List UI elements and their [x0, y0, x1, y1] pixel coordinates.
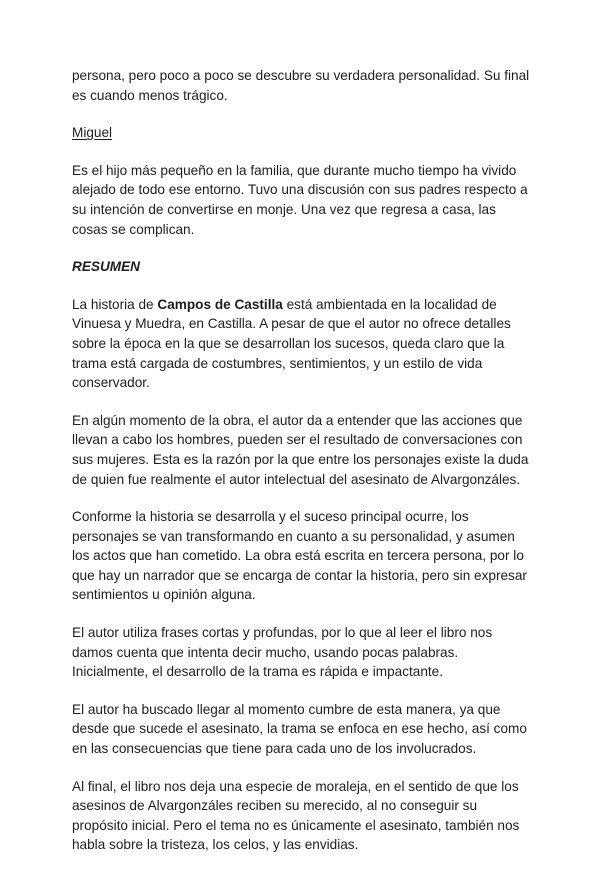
- paragraph-personajes: Conforme la historia se desarrolla y el suceso principal ocurre, los personajes se van transformando en cuanto a su personalidad, y asumen los actos que han cometido. La obra está escrita en tercera persona, por lo que hay un narrador que se encarga de contar la historia, pero sin expresar sentimientos u opinión alguna.: [72, 509, 527, 603]
- paragraph-historia-start: La historia de: [72, 296, 158, 312]
- paragraph-miguel: Es el hijo más pequeño en la familia, que durante mucho tiempo ha vivido alejado de todo ese entorno. Tuvo una discusión con sus padres respecto a su intención de convertirse en monje. Una vez que regresa a casa, las cosas se complican.: [72, 162, 528, 237]
- paragraph-acciones: En algún momento de la obra, el autor da a entender que las acciones que llevan a cabo los hombres, pueden ser el resultado de conversaciones con sus mujeres. Esta es la razón por la que entre los personajes existe la duda de quien fue realmente el autor intelectual del asesinato de Alvargonzáles.: [72, 412, 529, 487]
- document-page: [72, 66, 534, 873]
- section-heading-resumen: RESUMEN: [72, 259, 140, 275]
- paragraph-frases: El autor utiliza frases cortas y profundas, por lo que al leer el libro nos damos cuenta que intenta decir mucho, usando pocas palabras. Inicialmente, el desarrollo de la trama es rápida e impactante.: [72, 625, 493, 680]
- paragraph-historia: [72, 295, 534, 393]
- section-heading-miguel: Miguel: [72, 125, 113, 141]
- paragraph-moraleja: Al final, el libro nos deja una especie de moraleja, en el sentido de que los asesinos de Alvargonzáles reciben su merecido, al no conseguir su propósito inicial. Pero el tema no es únicamente el asesinato, también nos habla sobre la tristeza, los celos, y las envidias.: [72, 778, 520, 853]
- paragraph-historia-rest: está ambientada en la localidad de Vinuesa y Muedra, en Castilla. A pesar de que el autor no ofrece detalles sobre la época en la que se desarrollan los sucesos, queda claro que la trama está cargada de costumbres, sentimientos, y un estilo de vida conservador.: [72, 296, 511, 391]
- paragraph-momento-cumbre: El autor ha buscado llegar al momento cumbre de esta manera, ya que desde que sucede el asesinato, la trama se enfoca en ese hecho, así como en las consecuencias que tiene para cada uno de los involucrados.: [72, 701, 527, 757]
- book-title: Campos de Castilla: [157, 296, 283, 312]
- paragraph-persona: persona, pero poco a poco se descubre su verdadera personalidad. Su final es cuando menos trágico.: [72, 68, 530, 103]
